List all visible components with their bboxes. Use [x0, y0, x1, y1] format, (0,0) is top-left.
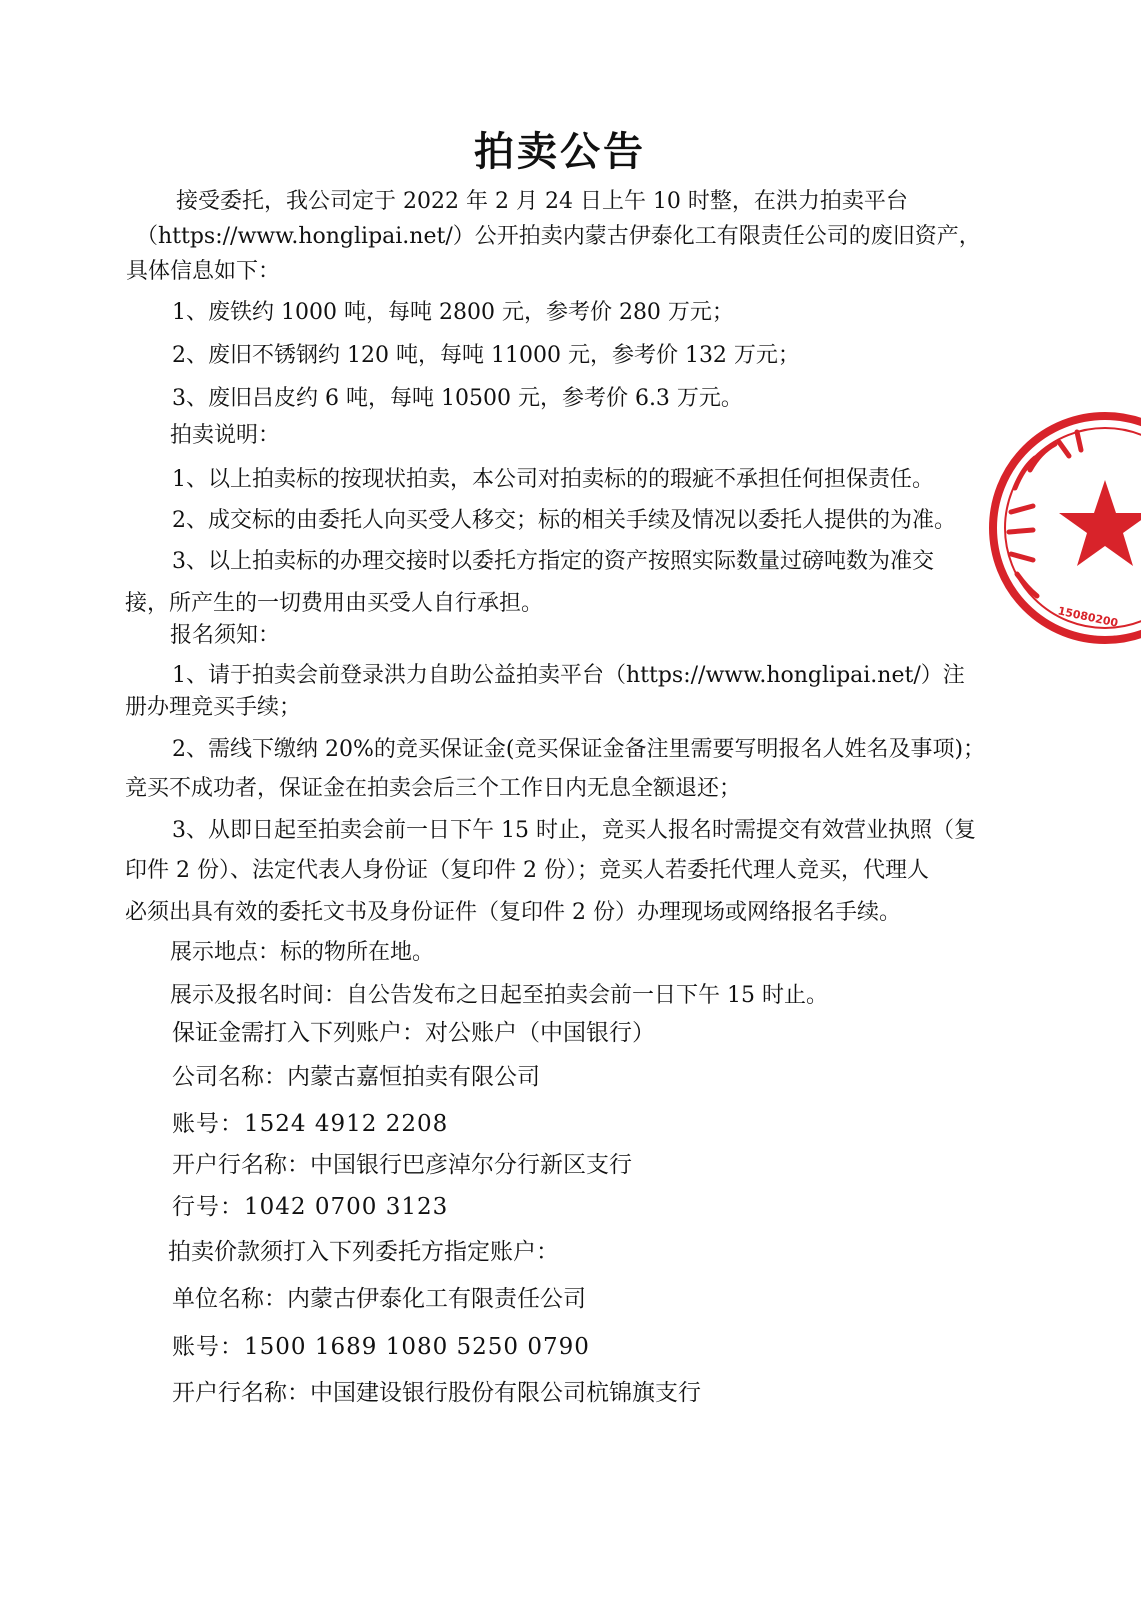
auction-note-3-cont: 接，所产生的一切费用由买受人自行承担。	[125, 591, 544, 616]
payment-account-heading: 拍卖价款须打入下列委托方指定账户：	[168, 1239, 559, 1265]
intro-line-1: 接受委托，我公司定于 2022 年 2 月 24 日上午 10 时整，在洪力拍卖平台	[176, 189, 908, 214]
payment-bank-name: 开户行名称：中国建设银行股份有限公司杭锦旗支行	[172, 1380, 701, 1406]
item-2: 2、废旧不锈钢约 120 吨，每吨 11000 元，参考价 132 万元；	[172, 343, 800, 368]
registration-3-cont-2: 必须出具有效的委托文书及身份证件（复印件 2 份）办理现场或网络报名手续。	[125, 900, 901, 925]
registration-heading: 报名须知：	[170, 623, 281, 648]
auction-note-3: 3、以上拍卖标的办理交接时以委托方指定的资产按照实际数量过磅吨数为准交	[172, 549, 934, 574]
intro-line-3: 具体信息如下：	[126, 259, 281, 284]
deposit-account-heading: 保证金需打入下列账户：对公账户（中国银行）	[172, 1020, 655, 1046]
intro-line-2: （https://www.honglipai.net/）公开拍卖内蒙古伊泰化工有限责任公司的废旧资产，	[136, 224, 981, 249]
auction-notes-heading: 拍卖说明：	[170, 423, 281, 448]
payment-account-number: 账号：1500 1689 1080 5250 0790	[172, 1334, 590, 1360]
deposit-bank-name: 开户行名称：中国银行巴彦淖尔分行新区支行	[172, 1152, 632, 1178]
seal-rings	[993, 416, 1141, 640]
deposit-company-name: 公司名称：内蒙古嘉恒拍卖有限公司	[172, 1064, 540, 1090]
registration-2-cont: 竞买不成功者，保证金在拍卖会后三个工作日内无息全额退还；	[125, 776, 742, 801]
seal-script-marks	[1009, 432, 1081, 596]
seal-graphic	[985, 408, 1141, 648]
registration-2: 2、需线下缴纳 20%的竞买保证金(竞买保证金备注里需要写明报名人姓名及事项)；	[172, 737, 986, 762]
payment-unit-name: 单位名称：内蒙古伊泰化工有限责任公司	[172, 1286, 586, 1312]
auction-note-1: 1、以上拍卖标的按现状拍卖，本公司对拍卖标的的瑕疵不承担任何担保责任。	[172, 467, 934, 492]
registration-3-cont-1: 印件 2 份）、法定代表人身份证（复印件 2 份）；竞买人若委托代理人竞买，代理人	[125, 858, 929, 883]
registration-1: 1、请于拍卖会前登录洪力自助公益拍卖平台（https://www.honglipai.net/）注	[172, 663, 965, 688]
display-location: 展示地点：标的物所在地。	[170, 940, 435, 965]
deposit-account-number: 账号：1524 4912 2208	[172, 1111, 449, 1137]
item-3: 3、废旧吕皮约 6 吨，每吨 10500 元，参考价 6.3 万元。	[172, 386, 743, 411]
company-seal-stamp	[985, 408, 1141, 648]
registration-1-cont: 册办理竞买手续；	[125, 695, 302, 720]
deposit-bank-number: 行号：1042 0700 3123	[172, 1194, 449, 1220]
star-icon	[1059, 480, 1141, 566]
registration-3: 3、从即日起至拍卖会前一日下午 15 时止，竞买人报名时需提交有效营业执照（复	[172, 818, 976, 843]
page-title: 拍卖公告	[474, 129, 646, 175]
seal-number: 15080200	[1056, 604, 1120, 630]
display-time: 展示及报名时间：自公告发布之日起至拍卖会前一日下午 15 时止。	[170, 983, 828, 1008]
auction-note-2: 2、成交标的由委托人向买受人移交；标的相关手续及情况以委托人提供的为准。	[172, 508, 956, 533]
item-1: 1、废铁约 1000 吨，每吨 2800 元，参考价 280 万元；	[172, 300, 734, 325]
